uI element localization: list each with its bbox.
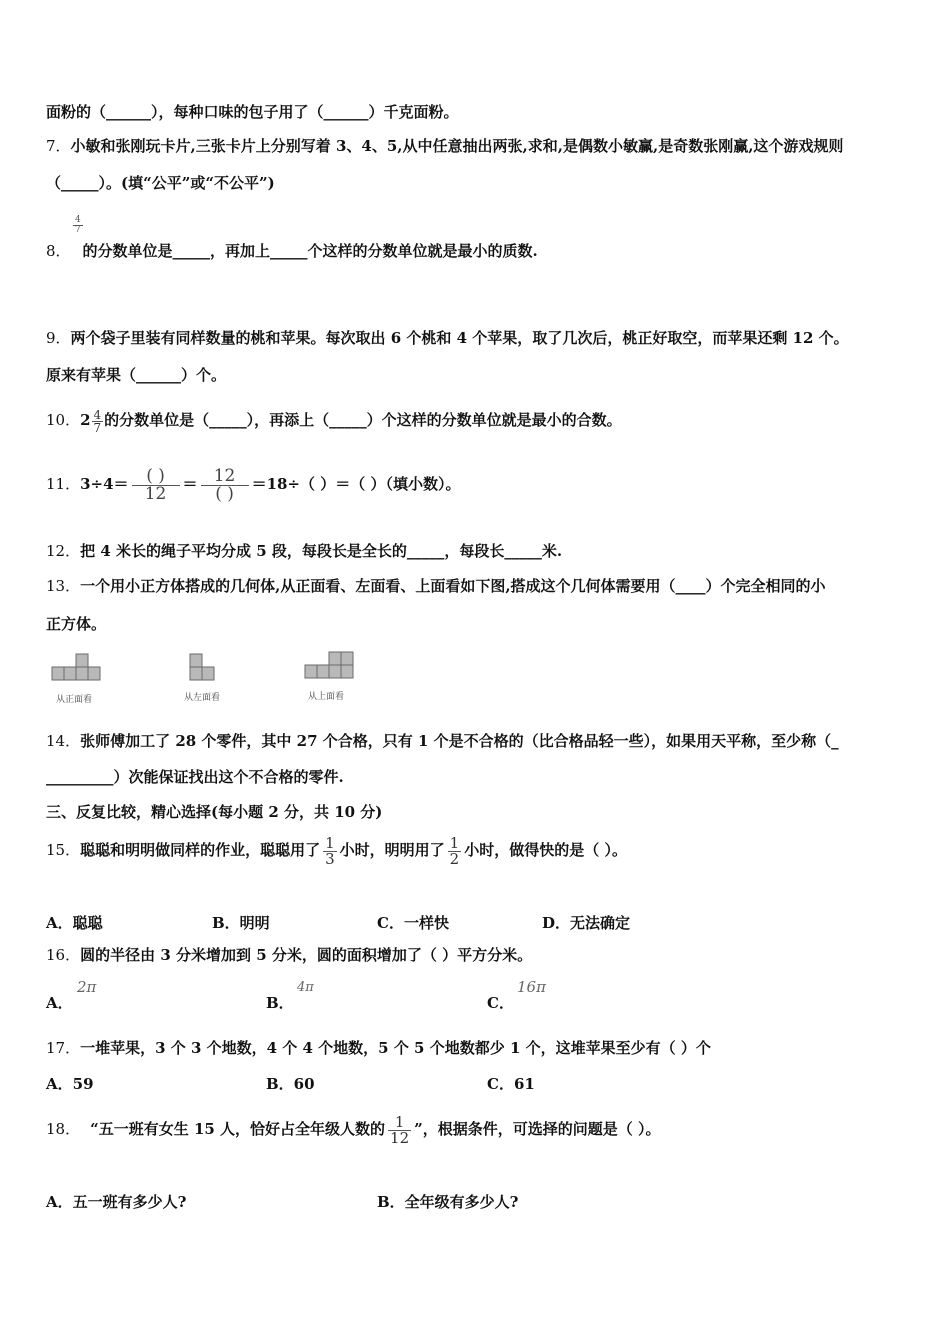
q15-option-a[interactable]: A．聪聪 [46, 914, 103, 932]
question-11 [46, 456, 460, 512]
q15-text-c: 小时，做得快的是（ ）。 [464, 841, 627, 859]
q16-option-b[interactable]: B． [266, 994, 294, 1012]
left-view-figure [188, 652, 218, 684]
left-cube [190, 654, 202, 667]
q8-number: 8． [46, 242, 71, 260]
q16-option-c-value: 16π [517, 978, 546, 996]
q8-fraction-4-7: $\frac{4}{7}$ [75, 214, 81, 235]
question-17 [46, 1038, 711, 1058]
front-cube [76, 654, 88, 667]
left-cube [202, 667, 214, 680]
question-16 [46, 945, 532, 965]
q8-text: 的分数单位是_____，再加上_____个这样的分数单位就是最小的质数. [82, 242, 538, 260]
left-cube [190, 667, 202, 680]
q15-option-b[interactable]: B．明明 [212, 914, 270, 932]
question-7 [46, 136, 843, 156]
q17-option-c[interactable]: C．61 [487, 1075, 535, 1093]
top-cube [341, 652, 353, 665]
q12-number: 12． [46, 542, 81, 560]
q10-number: 10． [46, 411, 81, 429]
q18-text-a: “五一班有女生 15 人，恰好占全年级人数的 [90, 1120, 386, 1138]
q10-text: 的分数单位是（_____），再添上（_____）个这样的分数单位就是最小的合数。 [104, 411, 622, 429]
question-13-line2 [46, 614, 106, 634]
q15-fraction-1-2: $\frac{1}{2}$ [449, 833, 460, 868]
question-18 [46, 1104, 661, 1154]
q11-fraction-1: $\frac{( )}{12}$ [132, 468, 180, 503]
question-14-line2 [46, 767, 344, 787]
front-cube [64, 667, 76, 680]
question-8 [46, 241, 538, 261]
q17-number: 17． [46, 1039, 81, 1057]
front-cube [88, 667, 100, 680]
q11-end: ＝18÷（ ）＝（ ）（填小数）。 [251, 475, 461, 493]
top-cube [305, 665, 317, 678]
q16-text: 圆的半径由 3 分米增加到 5 分米，圆的面积增加了（ ）平方分米。 [80, 946, 533, 964]
q15-number: 15． [46, 841, 81, 859]
q8-fraction [70, 214, 86, 235]
q9-number: 9． [46, 329, 71, 347]
question-15 [46, 826, 627, 874]
q10-whole: 2 [80, 411, 91, 429]
top-cube [329, 652, 341, 665]
q12-text: 把 4 米长的绳子平均分成 5 段，每段长是全长的_____，每段长_____米. [80, 542, 563, 560]
q11-number: 11． [46, 475, 81, 493]
question-10 [46, 396, 622, 444]
q16-option-b-value: 4π [297, 980, 314, 995]
q18-option-b[interactable]: B．全年级有多少人? [377, 1193, 519, 1211]
q16-number: 16． [46, 946, 81, 964]
question-14 [46, 731, 839, 751]
top-cube [341, 665, 353, 678]
q18-fraction-1-12: $\frac{1}{12}$ [390, 1112, 410, 1147]
q15-text-a: 聪聪和明明做同样的作业，聪聪用了 [80, 841, 321, 859]
q16-option-c[interactable]: C． [487, 994, 514, 1012]
q18-number: 18． [46, 1120, 81, 1138]
q13-number: 13． [46, 577, 81, 595]
question-13 [46, 576, 826, 596]
q11-fraction-2: $\frac{12}{( )}$ [201, 468, 249, 503]
question-9 [46, 328, 849, 348]
q16-option-a-value: 2π [77, 978, 97, 996]
front-view-figure [50, 652, 106, 684]
q14-text-line2: _________）次能保证找出这个不合格的零件. [46, 768, 344, 786]
q15-fraction-1-3: $\frac{1}{3}$ [325, 833, 335, 868]
q13-text-line1: 一个用小正方体搭成的几何体,从正面看、左面看、上面看如下图,搭成这个几何体需要用（____）个完全相同的小 [80, 577, 826, 595]
top-view-figure [303, 650, 359, 682]
q16-option-a[interactable]: A． [46, 994, 73, 1012]
q7-number: 7． [46, 137, 71, 155]
q14-number: 14． [46, 732, 81, 750]
top-cube [329, 665, 341, 678]
q15-option-c[interactable]: C．一样快 [377, 914, 449, 932]
q7-text-line1: 小敏和张刚玩卡片,三张卡片上分别写着 3、4、5,从中任意抽出两张,求和,是偶数小敏赢,是奇数张刚赢,这个游戏规则 [70, 137, 844, 155]
left-view-label: 从左面看 [184, 693, 221, 703]
q17-option-b[interactable]: B．60 [266, 1075, 315, 1093]
q9-text-line2: 原来有苹果（______）个。 [46, 366, 227, 384]
front-cube [76, 667, 88, 680]
q6-continuation [46, 102, 459, 122]
q6-text: 面粉的（______），每种口味的包子用了（______）千克面粉。 [46, 103, 459, 121]
section-3-title: 三、反复比较，精心选择(每小题 2 分，共 10 分) [46, 803, 383, 821]
q14-text-line1: 张师傅加工了 28 个零件，其中 27 个合格，只有 1 个是不合格的（比合格品轻一些），如果用天平称，至少称（_ [80, 732, 839, 750]
q11-equals: ＝ [182, 475, 198, 493]
front-cube [52, 667, 64, 680]
section-3-heading [46, 802, 382, 822]
q7-text-line2: （_____）。(填“公平”或“不公平”) [46, 174, 275, 192]
q15-option-d[interactable]: D．无法确定 [542, 914, 631, 932]
q10-fraction-4-7: $\frac{4}{7}$ [93, 407, 102, 435]
question-7-line2 [46, 173, 275, 193]
front-view-label: 从正面看 [56, 695, 93, 705]
q17-text: 一堆苹果，3 个 3 个地数，4 个 4 个地数，5 个 5 个地数都少 1 个，这堆苹果至少有（ ）个 [80, 1039, 711, 1057]
q15-text-b: 小时，明明用了 [339, 841, 445, 859]
q18-text-b: ”，根据条件，可选择的问题是（ ）。 [414, 1120, 661, 1138]
q9-text-line1: 两个袋子里装有同样数量的桃和苹果。每次取出 6 个桃和 4 个苹果，取了几次后，桃正好取空，而苹果还剩 12 个。 [70, 329, 849, 347]
top-view-label: 从上面看 [308, 692, 345, 702]
top-cube [317, 665, 329, 678]
q11-start: 3÷4＝ [80, 475, 129, 493]
q17-option-a[interactable]: A．59 [46, 1075, 94, 1093]
question-12 [46, 541, 562, 561]
q13-text-line2: 正方体。 [46, 615, 107, 633]
question-9-line2 [46, 365, 226, 385]
q18-option-a[interactable]: A．五一班有多少人? [46, 1193, 187, 1211]
